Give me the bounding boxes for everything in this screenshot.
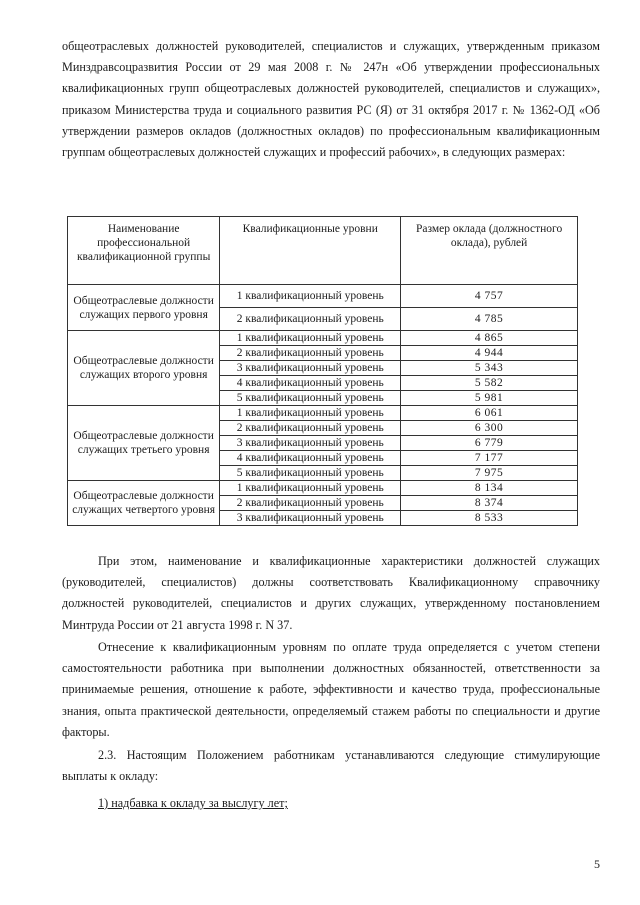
qualification-level-cell: 2 квалификационный уровень — [220, 496, 401, 511]
page-number: 5 — [594, 857, 600, 871]
header-salary: Размер оклада (должностного оклада), рублей — [401, 217, 578, 285]
qualification-level-cell: 3 квалификационный уровень — [220, 436, 401, 451]
header-group-name: Наименование профессиональной квалификационной группы — [68, 217, 220, 285]
header-qualification-level: Квалификационные уровни — [220, 217, 401, 285]
salary-cell: 7 177 — [401, 451, 578, 466]
salary-cell: 8 533 — [401, 511, 578, 526]
salary-cell: 6 779 — [401, 436, 578, 451]
salary-cell: 7 975 — [401, 466, 578, 481]
qualification-level-cell: 2 квалификационный уровень — [220, 346, 401, 361]
qualification-level-cell: 4 квалификационный уровень — [220, 376, 401, 391]
salary-cell: 8 134 — [401, 481, 578, 496]
salary-cell: 5 582 — [401, 376, 578, 391]
qualification-level-cell: 2 квалификационный уровень — [220, 421, 401, 436]
paragraph-qualification-assignment: Отнесение к квалификационным уровням по оплате труда определяется с учетом степени самостоятельности работника при выполнении должностных обязанностей, ответственности за принимаемые решения, отношение к работе, эффективности и качество труда, профессиональные знания, опыта практической деятельности, определяемый стажем работы по специальности и другие факторы. — [62, 640, 600, 739]
salary-cell: 6 300 — [401, 421, 578, 436]
qualification-level-cell: 1 квалификационный уровень — [220, 481, 401, 496]
paragraph-section-2-3: 2.3. Настоящим Положением работникам устанавливаются следующие стимулирующие выплаты к окладу: — [62, 748, 600, 784]
table-row — [68, 331, 578, 346]
group-name-cell: Общеотраслевые должности служащих четвертого уровня — [68, 481, 220, 526]
table-header-row — [68, 217, 578, 285]
salary-cell: 8 374 — [401, 496, 578, 511]
qualification-level-cell: 3 квалификационный уровень — [220, 361, 401, 376]
salary-cell: 5 981 — [401, 391, 578, 406]
qualification-level-cell: 1 квалификационный уровень — [220, 406, 401, 421]
paragraph-seniority-bonus — [98, 793, 398, 814]
qualification-level-cell: 2 квалификационный уровень — [220, 308, 401, 331]
intro-paragraph: общеотраслевых должностей руководителей, специалистов и служащих, утвержденным приказом Минздравсоцразвития России от 29 мая 2008 г. № 247н «Об утверждении профессиональных квалификационных групп общеотраслевых должностей руководителей, специалистов и служащих», приказом Министерства труда и социального развития РС (Я) от 31 октября 2017 г. № 1362-ОД «Об утверждении размеров окладов (должностных окладов) по профессиональным квалификационным группам общеотраслевых должностей служащих и профессий рабочих», в следующих размерах: — [62, 39, 600, 160]
paragraph-qualification-requirements: При этом, наименование и квалификационные характеристики должностей служащих (руководителей, специалистов) должны соответствовать Квалификационному справочнику должностей руководителей, специалистов и других служащих, утвержденному постановлением Минтруда России от 21 августа 1998 г. N 37. — [62, 554, 600, 632]
table-row — [68, 285, 578, 308]
table-body — [68, 285, 578, 526]
qualification-level-cell: 4 квалификационный уровень — [220, 451, 401, 466]
qualification-level-cell: 3 квалификационный уровень — [220, 511, 401, 526]
salary-cell: 4 944 — [401, 346, 578, 361]
qualification-level-cell: 5 квалификационный уровень — [220, 466, 401, 481]
group-name-cell: Общеотраслевые должности служащих третьего уровня — [68, 406, 220, 481]
salary-cell: 4 757 — [401, 285, 578, 308]
seniority-bonus-text: 1) надбавка к окладу за выслугу лет; — [98, 796, 288, 810]
salary-cell: 4 785 — [401, 308, 578, 331]
qualification-level-cell: 1 квалификационный уровень — [220, 285, 401, 308]
salary-cell: 6 061 — [401, 406, 578, 421]
group-name-cell: Общеотраслевые должности служащих второго уровня — [68, 331, 220, 406]
salary-table — [67, 216, 578, 526]
qualification-level-cell: 5 квалификационный уровень — [220, 391, 401, 406]
salary-cell: 5 343 — [401, 361, 578, 376]
salary-cell: 4 865 — [401, 331, 578, 346]
table-row — [68, 481, 578, 496]
group-name-cell: Общеотраслевые должности служащих первого уровня — [68, 285, 220, 331]
table-row — [68, 406, 578, 421]
qualification-level-cell: 1 квалификационный уровень — [220, 331, 401, 346]
